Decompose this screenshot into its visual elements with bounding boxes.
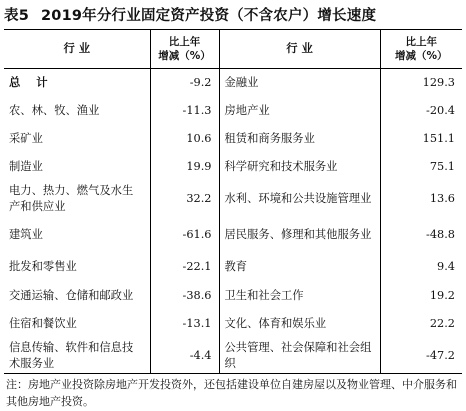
growth-value: -4.4 (150, 338, 219, 374)
table-row (4, 69, 462, 97)
growth-value: -22.1 (150, 253, 219, 281)
table-title-text: 2019年分行业固定资产投资（不含农户）增长速度 (41, 8, 377, 24)
growth-value: -38.6 (150, 281, 219, 309)
growth-value: 19.9 (150, 153, 219, 181)
investment-growth-table (4, 29, 462, 374)
industry-name: 批发和零售业 (4, 253, 150, 281)
table-row (4, 217, 462, 253)
table-row (4, 281, 462, 309)
growth-value: 9.4 (437, 260, 455, 274)
industry-name: 水利、环境和公共设施管理业 (219, 181, 380, 217)
industry-name: 金融业 (219, 69, 380, 97)
industry-name: 住宿和餐饮业 (4, 310, 150, 338)
table-footnote: 注：房地产业投资除房地产开发投资外，还包括建设单位自建房屋以及物业管理、中介服务和其他房地产投资。 (6, 378, 457, 409)
industry-name: 总 计 (4, 69, 150, 97)
table-number: 表5 (4, 8, 29, 24)
industry-name: 科学研究和技术服务业 (219, 153, 380, 181)
industry-name: 信息传输、软件和信息技术服务业 (4, 338, 150, 374)
industry-name: 采矿业 (4, 125, 150, 153)
growth-value: -47.2 (380, 338, 462, 374)
industry-name: 居民服务、修理和其他服务业 (219, 217, 380, 253)
growth-value: -61.6 (150, 217, 219, 253)
header-industry-right: 行 业 (219, 30, 380, 69)
growth-value: 75.1 (429, 160, 455, 174)
industry-name: 公共管理、社会保障和社会组织 (219, 338, 380, 374)
industry-name: 租赁和商务服务业 (219, 125, 380, 153)
industry-name: 交通运输、仓储和邮政业 (4, 281, 150, 309)
growth-value: 13.6 (429, 192, 455, 206)
table-title (4, 5, 462, 29)
growth-value: 10.6 (150, 125, 219, 153)
table-row (4, 153, 462, 181)
table-row (4, 338, 462, 374)
header-industry-left: 行 业 (4, 30, 150, 69)
table-row (4, 97, 462, 125)
growth-value: 151.1 (422, 131, 455, 145)
industry-name: 房地产业 (219, 97, 380, 125)
growth-value: 19.2 (429, 288, 455, 302)
header-row (4, 30, 462, 69)
header-change-left: 比上年 增减（%） (150, 30, 219, 69)
industry-name: 卫生和社会工作 (219, 281, 380, 309)
industry-name: 电力、热力、燃气及水生产和供应业 (4, 181, 150, 217)
growth-value: 32.2 (150, 181, 219, 217)
industry-name: 教育 (219, 253, 380, 281)
growth-value: -20.4 (426, 103, 455, 117)
industry-name: 文化、体育和娱乐业 (219, 310, 380, 338)
table-row (4, 253, 462, 281)
growth-value: 129.3 (422, 75, 455, 89)
industry-name: 建筑业 (4, 217, 150, 253)
growth-value: -9.2 (150, 69, 219, 97)
table-row (4, 310, 462, 338)
growth-value: -13.1 (150, 310, 219, 338)
table-row (4, 125, 462, 153)
industry-name: 制造业 (4, 153, 150, 181)
industry-name: 农、林、牧、渔业 (4, 97, 150, 125)
growth-value: 22.2 (429, 316, 455, 330)
growth-value: -11.3 (150, 97, 219, 125)
table-row (4, 181, 462, 217)
header-change-right: 比上年 增减（%） (380, 30, 462, 69)
growth-value: -48.8 (426, 228, 455, 242)
